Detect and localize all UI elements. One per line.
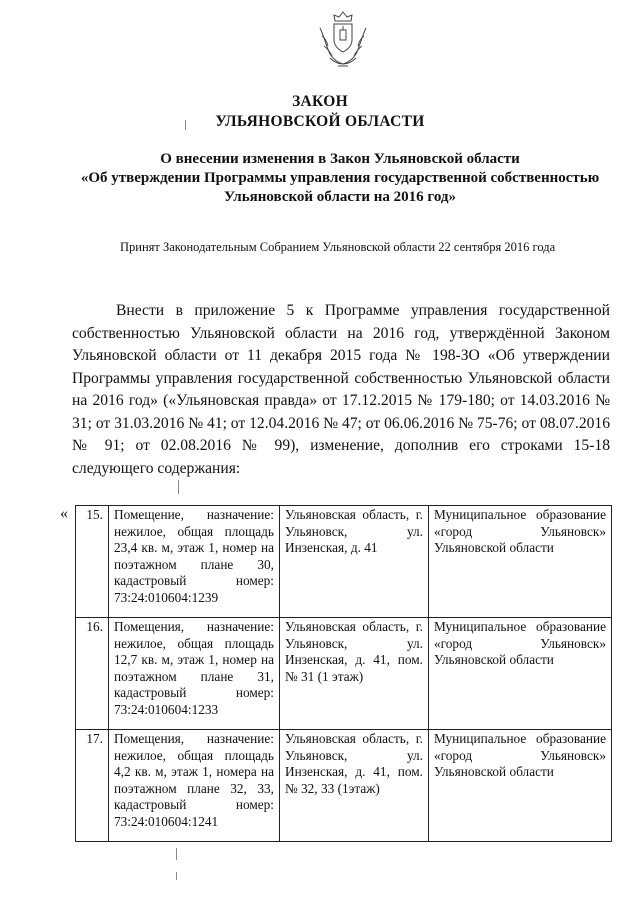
- region-heading: УЛЬЯНОВСКОЙ ОБЛАСТИ: [215, 113, 425, 130]
- scan-mark: [178, 480, 179, 494]
- row-address: Ульяновская область, г. Ульяновск, ул. Инзенская, д. 41: [280, 506, 429, 618]
- row-address: Ульяновская область, г. Ульяновск, ул. Инзенская, д. 41, пом. № 31 (1 этаж): [280, 618, 429, 730]
- scan-mark: [176, 848, 177, 860]
- row-owner: Муниципальное образование «город Ульяновск» Ульяновской области: [429, 730, 612, 842]
- coat-of-arms-icon: [312, 8, 374, 70]
- row-number: 15.: [76, 506, 109, 618]
- scan-mark: [176, 872, 177, 880]
- property-table: [75, 505, 612, 842]
- scan-mark: [185, 120, 186, 130]
- row-number: 16.: [76, 618, 109, 730]
- adoption-note: Принят Законодательным Собранием Ульяновской области 22 сентября 2016 года: [120, 240, 556, 254]
- subject-line-2: «Об утверждении Программы управления государственной собственностью: [80, 170, 600, 186]
- quote-open-mark: «: [60, 505, 68, 522]
- body-paragraph-text: Внести в приложение 5 к Программе управления государственной собственностью Ульяновской области на 2016 год, утверждённой Законом Ульяновской области от 11 декабря 2015 года № 198-ЗО «Об утверждении Программы управления государственной собственностью Ульяновской области на 2016 год» («Ульяновская правда» от 17.12.2015 № 179-180; от 14.03.2016 № 31; от 31.03.2016 № 41; от 12.04.2016 № 47; от 06.06.2016 № 75-76; от 08.07.2016 № 91; от 02.08.2016 № 99), изменение, дополнив его строками 15-18 следующего содержания:: [72, 302, 611, 477]
- row-number: 17.: [76, 730, 109, 842]
- row-address: Ульяновская область, г. Ульяновск, ул. Инзенская, д. 41, пом. № 32, 33 (1этаж): [280, 730, 429, 842]
- body-paragraph: [72, 300, 610, 480]
- table-row: [76, 730, 612, 842]
- law-heading: ЗАКОН: [292, 93, 348, 110]
- table-row: [76, 506, 612, 618]
- row-description: Помещения, назначение: нежилое, общая площадь 4,2 кв. м, этаж 1, номера на поэтажном плане 32, 33, кадастровый номер: 73:24:010604:1241: [109, 730, 280, 842]
- subject-line-3: Ульяновской области на 2016 год»: [223, 189, 457, 205]
- row-owner: Муниципальное образование «город Ульяновск» Ульяновской области: [429, 506, 612, 618]
- row-description: Помещение, назначение: нежилое, общая площадь 23,4 кв. м, этаж 1, номер на поэтажном плане 30, кадастровый номер: 73:24:010604:1239: [109, 506, 280, 618]
- row-description: Помещения, назначение: нежилое, общая площадь 12,7 кв. м, этаж 1, номер на поэтажном плане 31, кадастровый номер: 73:24:010604:1233: [109, 618, 280, 730]
- subject-line-1: О внесении изменения в Закон Ульяновской области: [160, 151, 520, 167]
- table-row: [76, 618, 612, 730]
- row-owner: Муниципальное образование «город Ульяновск» Ульяновской области: [429, 618, 612, 730]
